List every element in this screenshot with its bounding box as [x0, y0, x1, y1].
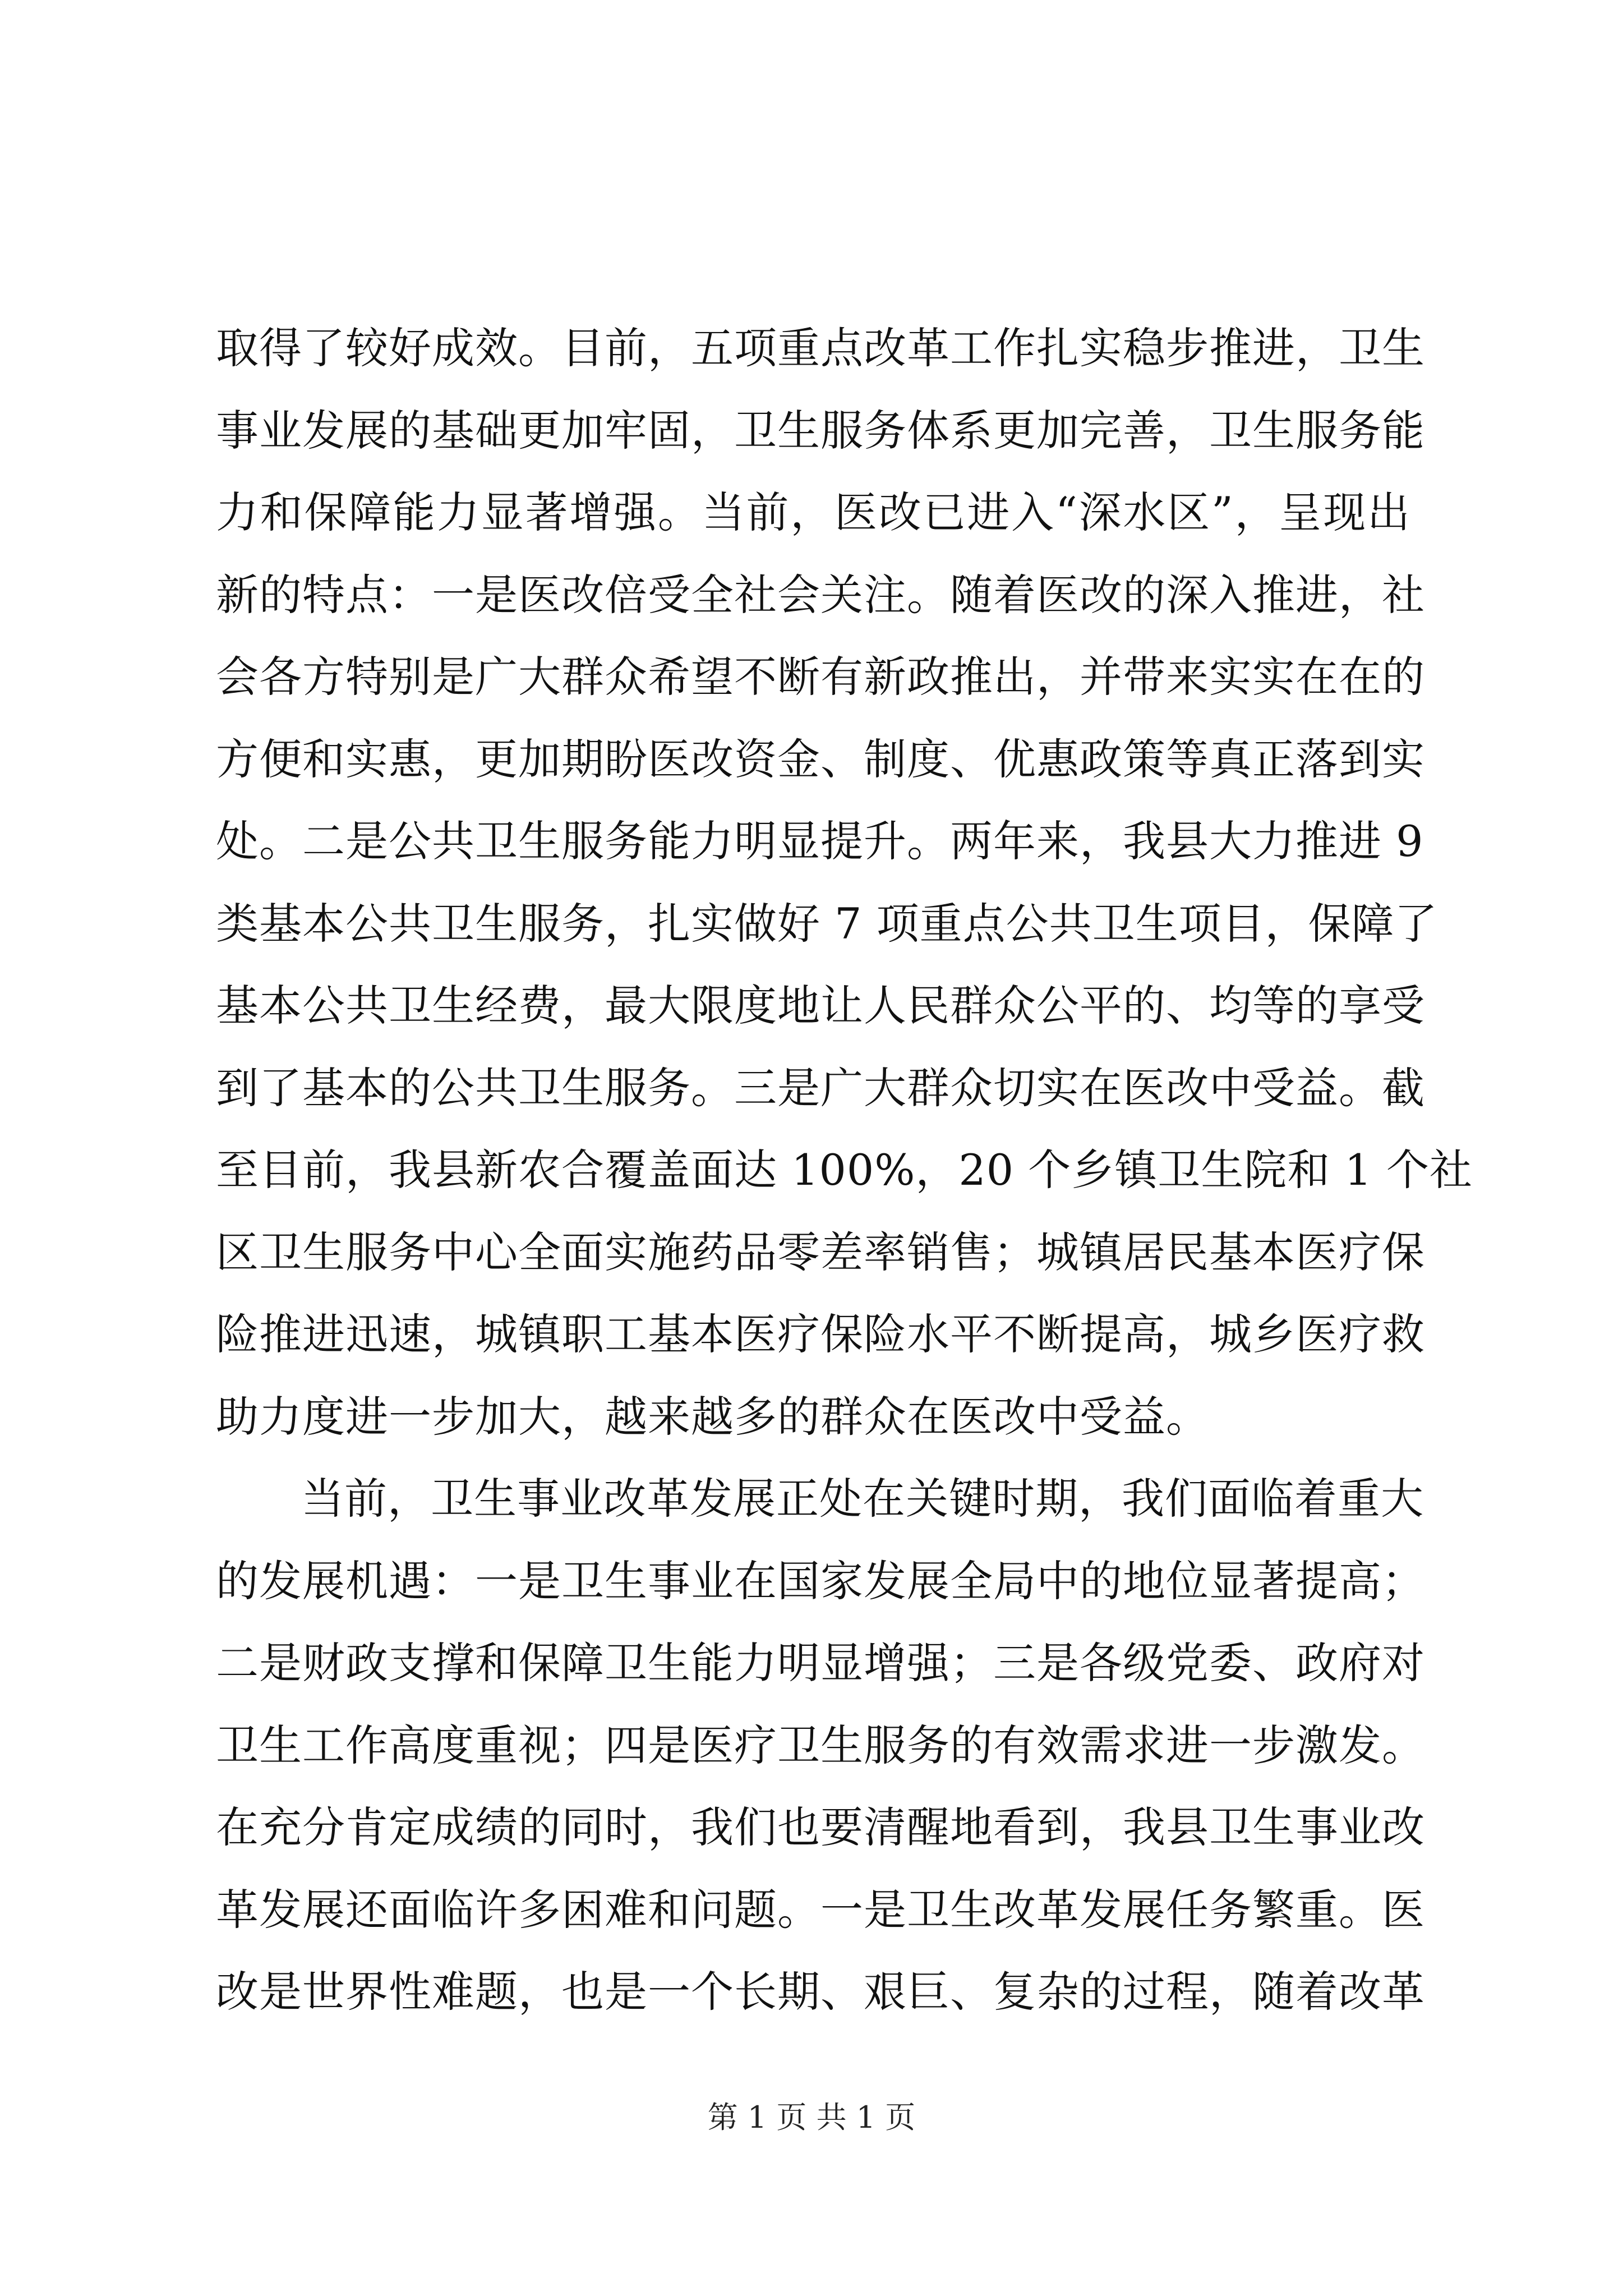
text-line: 基本公共卫生经费，最大限度地让人民群众公平的、均等的享受 [216, 981, 1425, 1030]
text-line: 取得了较好成效。目前，五项重点改革工作扎实稳步推进，卫生 [216, 323, 1425, 373]
text-line: 类基本公共卫生服务，扎实做好 7 项重点公共卫生项目，保障了 [216, 898, 1438, 949]
text-line: 处。二是公共卫生服务能力明显提升。两年来，我县大力推进 9 [216, 816, 1424, 866]
text-line: 险推进迅速，城镇职工基本医疗保险水平不断提高，城乡医疗救 [216, 1309, 1425, 1359]
text-line: 在充分肯定成绩的同时，我们也要清醒地看到，我县卫生事业改 [216, 1802, 1425, 1852]
paragraph-first-line: 当前，卫生事业改革发展正处在关键时期，我们面临着重大 [301, 1474, 1424, 1524]
text-line: 区卫生服务中心全面实施药品零差率销售；城镇居民基本医疗保 [216, 1227, 1425, 1277]
text-line: 改是世界性难题，也是一个长期、艰巨、复杂的过程，随着改革 [216, 1967, 1425, 2017]
page-number-footer: 第 1 页 共 1 页 [707, 2100, 916, 2135]
text-line: 会各方特别是广大群众希望不断有新政推出，并带来实实在在的 [216, 652, 1425, 702]
text-line: 事业发展的基础更加牢固，卫生服务体系更加完善，卫生服务能 [216, 405, 1425, 455]
text-line: 力和保障能力显著增强。当前，医改已进入“深水区”，呈现出 [216, 487, 1410, 537]
text-line: 到了基本的公共卫生服务。三是广大群众切实在医改中受益。截 [216, 1062, 1425, 1113]
text-line: 至目前，我县新农合覆盖面达 100%，20 个乡镇卫生院和 1 个社 [216, 1145, 1473, 1195]
text-line: 卫生工作高度重视；四是医疗卫生服务的有效需求进一步激发。 [216, 1720, 1425, 1770]
text-line: 的发展机遇：一是卫生事业在国家发展全局中的地位显著提高； [216, 1556, 1425, 1606]
text-line: 新的特点：一是医改倍受全社会关注。随着医改的深入推进，社 [216, 569, 1425, 620]
document-body [216, 307, 1473, 2033]
text-line: 二是财政支撑和保障卫生能力明显增强；三是各级党委、政府对 [216, 1638, 1425, 1688]
text-line: 助力度进一步加大，越来越多的群众在医改中受益。 [216, 1391, 1209, 1442]
text-line: 革发展还面临许多困难和问题。一是卫生改革发展任务繁重。医 [216, 1884, 1425, 1935]
text-line: 方便和实惠，更加期盼医改资金、制度、优惠政策等真正落到实 [216, 734, 1425, 784]
